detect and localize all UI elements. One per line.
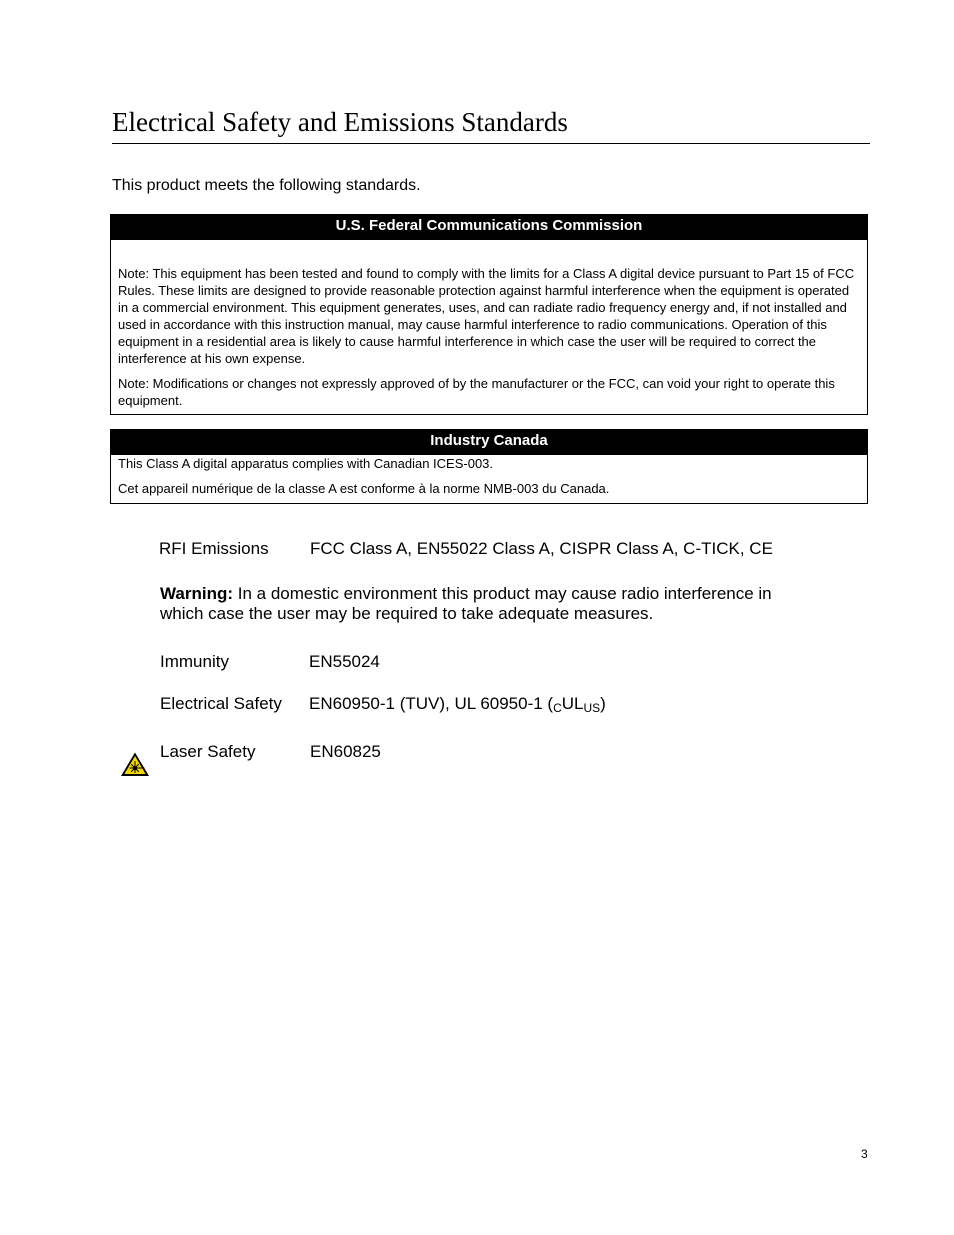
intro-text: This product meets the following standards. — [112, 177, 421, 194]
cul-mark-c: C — [553, 701, 562, 715]
fcc-modification-note: Note: Modifications or changes not expressly approved of by the manufacturer or the FCC, can void your right to operate this equipment. — [118, 376, 835, 408]
ic-english-statement: This Class A digital apparatus complies with Canadian ICES-003. — [118, 456, 494, 471]
industry-canada-box — [110, 429, 868, 504]
page-title: Electrical Safety and Emissions Standards — [112, 107, 568, 137]
fcc-notice-box — [110, 214, 868, 415]
fcc-note-paragraph: Note: This equipment has been tested and found to comply with the limits for a Class A digital device pursuant to Part 15 of FCC Rules. These limits are designed to provide reasonable protection against harmful interference when the equipment is operated in a commercial environment. This equipment generates, uses, and can radiate radio frequency energy and, if not installed and used in accordance with this instruction manual, may cause harmful interference to radio communications. Operation of this equipment in a residential area is likely to cause harmful interference in which case the user will be required to correct the interference at his own expense. — [118, 266, 855, 366]
electrical-safety-value — [309, 694, 606, 714]
industry-canada-body — [111, 455, 867, 497]
immunity-label: Immunity — [160, 652, 229, 671]
page-number: 3 — [861, 1147, 868, 1161]
laser-safety-row — [160, 742, 460, 762]
laser-warning-icon — [120, 751, 150, 777]
electrical-safety-row — [160, 694, 660, 718]
laser-safety-label: Laser Safety — [160, 742, 256, 761]
ic-french-statement: Cet appareil numérique de la classe A est conforme à la norme NMB-003 du Canada. — [118, 481, 610, 496]
title-underline — [112, 143, 870, 144]
fcc-heading: U.S. Federal Communications Commission — [111, 215, 867, 240]
cul-mark-ul: UL — [561, 694, 584, 713]
immunity-row — [160, 652, 460, 672]
immunity-value: EN55024 — [309, 652, 380, 671]
fcc-body — [111, 240, 867, 409]
rfi-emissions-label: RFI Emissions — [159, 539, 269, 558]
electrical-safety-close: ) — [600, 694, 606, 713]
laser-safety-value: EN60825 — [310, 742, 381, 761]
rfi-emissions-value: FCC Class A, EN55022 Class A, CISPR Class A, C-TICK, CE — [310, 539, 773, 558]
electrical-safety-standards: EN60950-1 (TUV), UL 60950-1 ( — [309, 694, 554, 713]
rfi-emissions-row — [159, 539, 799, 559]
industry-canada-heading: Industry Canada — [111, 430, 867, 455]
warning-body: In a domestic environment this product may cause radio interference in which case the user may be required to take adequate measures. — [160, 584, 772, 623]
warning-text — [160, 584, 800, 624]
warning-label: Warning: — [160, 584, 234, 603]
electrical-safety-label: Electrical Safety — [160, 694, 282, 713]
cul-mark-us: US — [583, 701, 601, 715]
